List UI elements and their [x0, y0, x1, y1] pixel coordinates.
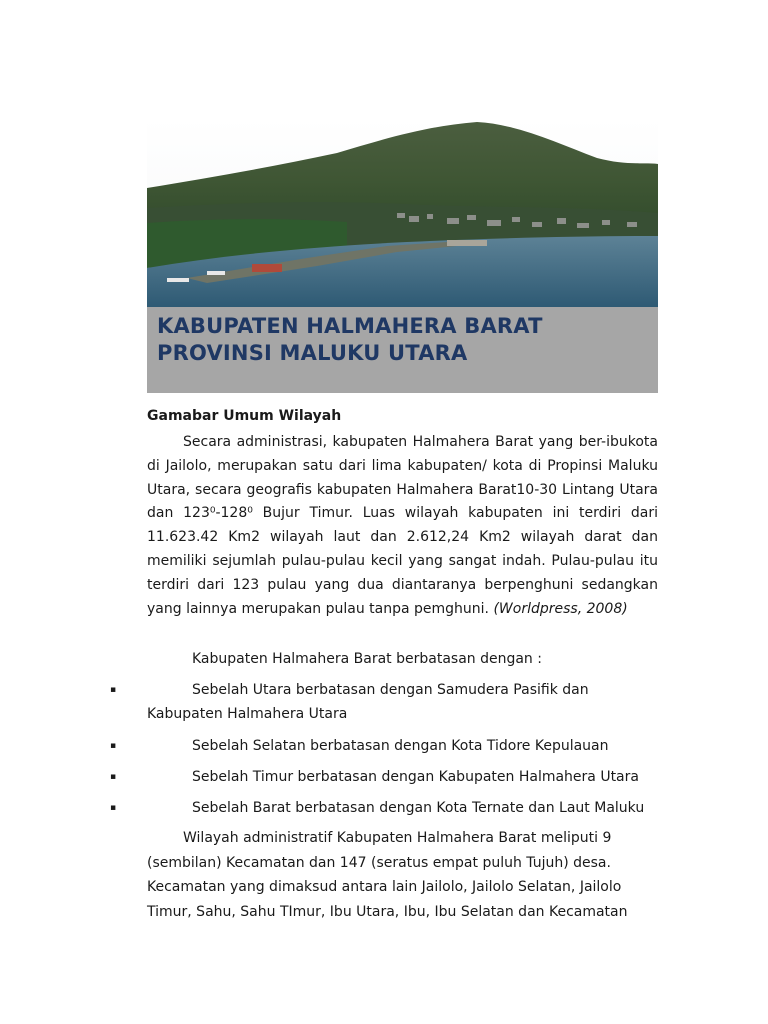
landscape-photo-icon [147, 118, 658, 307]
page-title [147, 307, 658, 367]
paragraph-overview-text: Secara administrasi, kabupaten Halmahera Barat yang ber-ibukota di Jailolo, merupakan satu dari lima kabupaten/ kota di Propinsi Maluku Utara, secara geografis kabupaten Halmahera Barat10-30 Lintang Utara dan 123⁰-128⁰ Bujur Timur. Luas wilayah kabupaten ini terdiri dari 11.623.42 Km2 wilayah laut dan 2.612,24 Km2 wilayah darat dan memiliki sejumlah pulau-pulau kecil yang sangat indah. Pulau-pulau itu terdiri dari 123 pulau yang dua diantaranya berpenghuni sedangkan yang lainnya merupakan pulau tanpa pemghuni. [147, 434, 658, 617]
borders-intro: Kabupaten Halmahera Barat berbatasan dengan : [192, 651, 542, 667]
list-item-text: Sebelah Barat berbatasan dengan Kota Ternate dan Laut Maluku [192, 800, 645, 816]
paragraph-line: Kecamatan yang dimaksud antara lain Jailolo, Jailolo Selatan, Jailolo [147, 879, 622, 895]
list-item [110, 765, 670, 789]
paragraph-line: Timur, Sahu, Sahu TImur, Ibu Utara, Ibu, Ibu Selatan dan Kecamatan [147, 903, 628, 920]
list-item [110, 796, 670, 820]
paragraph-line: (sembilan) Kecamatan dan 147 (seratus empat puluh Tujuh) desa. [147, 854, 611, 871]
list-item [110, 678, 670, 726]
bullet-icon: ▪ [110, 772, 117, 782]
paragraph-overview [147, 431, 658, 621]
citation: (Worldpress, 2008) [493, 600, 628, 617]
bullet-icon: ▪ [110, 803, 117, 813]
list-item [110, 734, 670, 758]
paragraph-line: Wilayah administratif Kabupaten Halmahera Barat meliputi 9 [183, 830, 612, 846]
title-line-1: KABUPATEN HALMAHERA BARAT [157, 314, 543, 338]
section-heading: Gamabar Umum Wilayah [147, 408, 342, 424]
hero-photo [147, 118, 658, 307]
paragraph-administrative [147, 826, 658, 924]
title-line-2: PROVINSI MALUKU UTARA [157, 341, 468, 365]
bullet-icon: ▪ [110, 685, 117, 695]
title-band [147, 307, 658, 393]
list-item-text: Sebelah Timur berbatasan dengan Kabupaten Halmahera Utara [192, 769, 639, 785]
list-item-text: Sebelah Utara berbatasan dengan Samudera Pasifik dan [192, 682, 589, 698]
list-item-text: Sebelah Selatan berbatasan dengan Kota Tidore Kepulauan [192, 738, 609, 754]
list-item-continuation: Kabupaten Halmahera Utara [147, 706, 348, 722]
bullet-icon: ▪ [110, 741, 117, 751]
